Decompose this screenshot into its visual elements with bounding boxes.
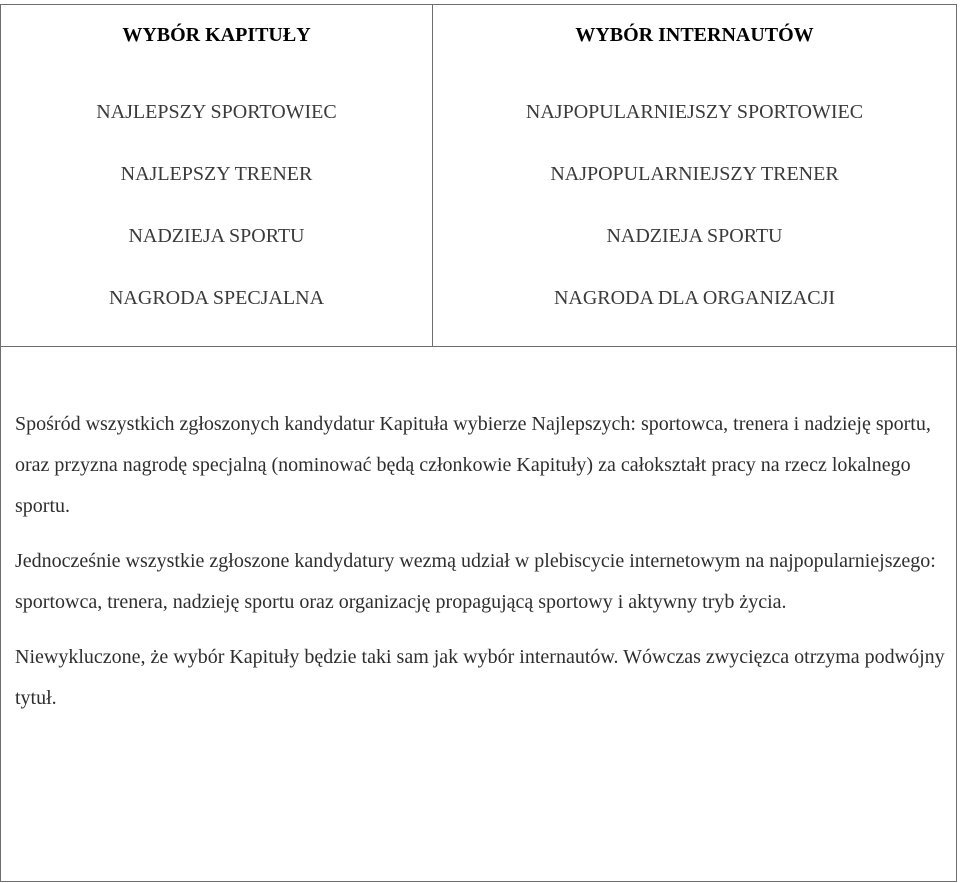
right-category-sport-hope: NADZIEJA SPORTU xyxy=(606,225,783,247)
left-category-special-award: NAGRODA SPECJALNA xyxy=(108,287,325,309)
left-category-sport-hope: NADZIEJA SPORTU xyxy=(128,225,305,247)
left-category-best-athlete: NAJLEPSZY SPORTOWIEC xyxy=(96,101,337,123)
description-paragraph: Niewykluczone, że wybór Kapituły będzie taki sam jak wybór internautów. Wówczas zwycięzca otrzyma podwójny tytuł. xyxy=(15,646,945,709)
internet-users-selection-header: WYBÓR INTERNAUTÓW xyxy=(575,24,814,46)
row-divider xyxy=(1,346,956,347)
award-categories-table xyxy=(0,4,957,882)
chapter-selection-header: WYBÓR KAPITUŁY xyxy=(122,24,311,46)
right-category-most-popular-athlete: NAJPOPULARNIEJSZY SPORTOWIEC xyxy=(525,101,864,123)
description-cell xyxy=(15,404,945,719)
right-category-most-popular-coach: NAJPOPULARNIEJSZY TRENER xyxy=(550,163,839,185)
left-category-best-coach: NAJLEPSZY TRENER xyxy=(120,163,313,185)
description-paragraph: Spośród wszystkich zgłoszonych kandydatur Kapituła wybierze Najlepszych: sportowca, trenera i nadzieję sportu, oraz przyzna nagrodę specjalną (nominować będą członkowie Kapituły) za całokształt pracy na rzecz lokalnego sportu. xyxy=(15,413,931,517)
description-paragraph: Jednocześnie wszystkie zgłoszone kandydatury wezmą udział w plebiscycie internetowym na najpopularniejszego: sportowca, trenera, nadzieję sportu oraz organizację propagującą sportowy i aktywny tryb życia. xyxy=(15,550,936,613)
right-category-organization-award: NAGRODA DLA ORGANIZACJI xyxy=(553,287,836,309)
